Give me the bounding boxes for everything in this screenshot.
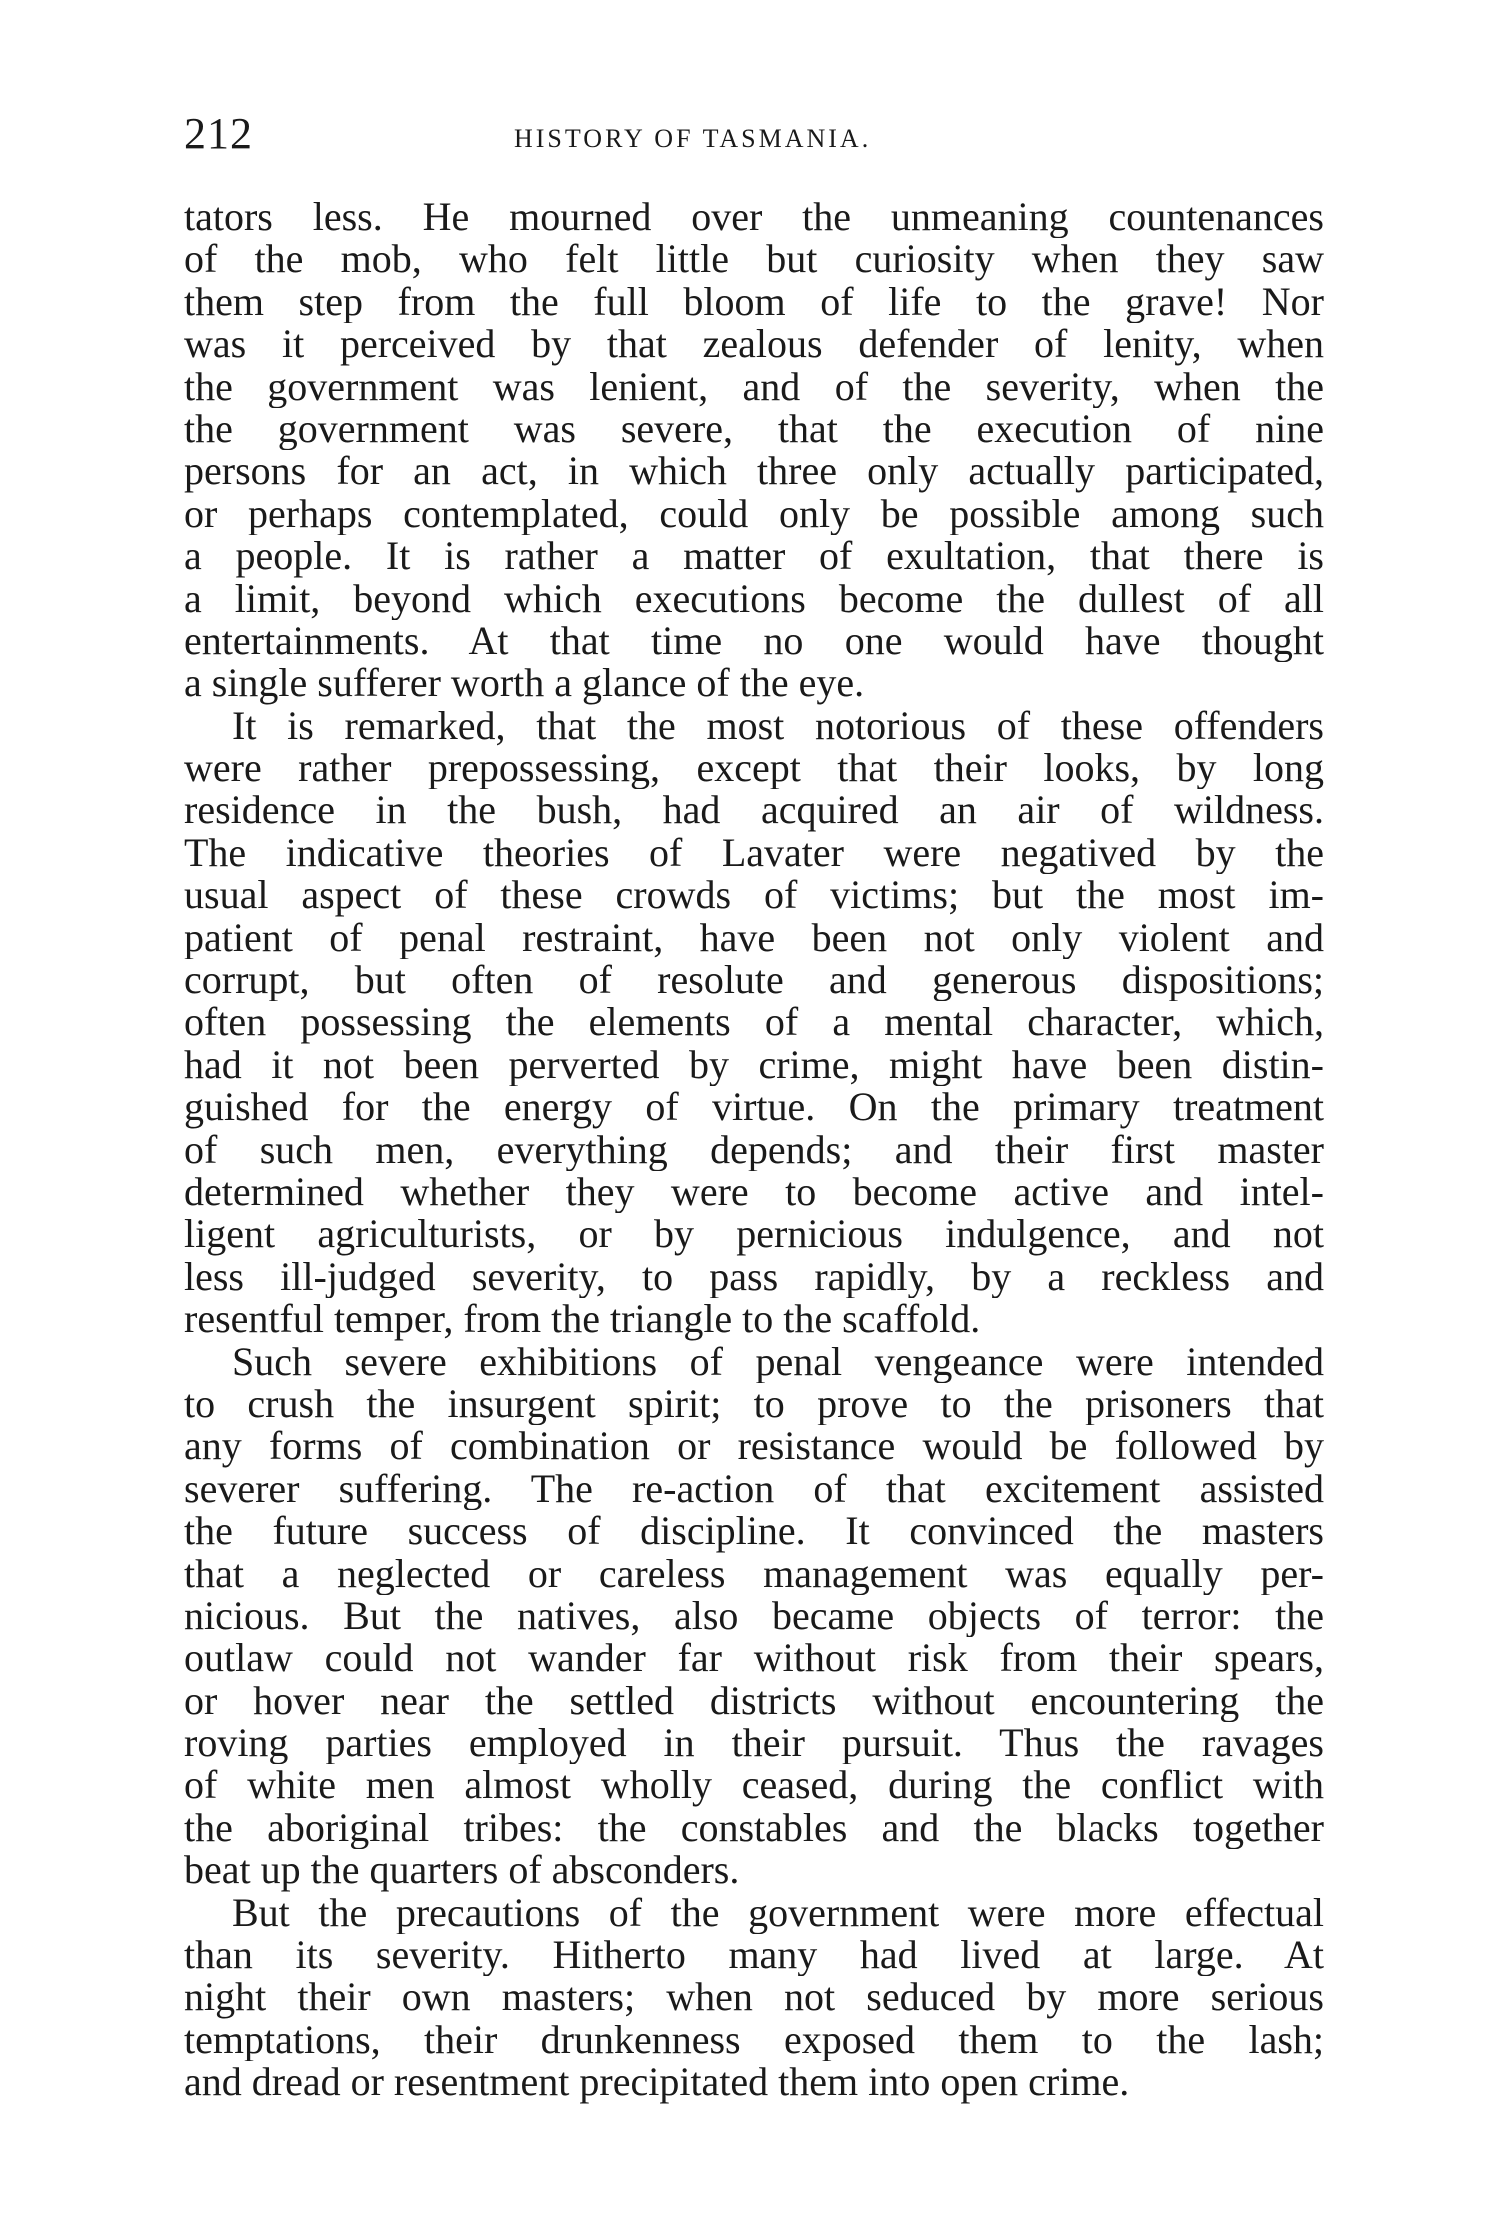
- text-line: patient of penal restraint, have been not only violent and: [184, 916, 1324, 960]
- text-line: and dread or resentment precipitated them into open crime.: [184, 2061, 1130, 2104]
- text-line: any forms of combination or resistance would be followed by: [184, 1425, 1324, 1468]
- text-line: corrupt, but often of resolute and generous dispositions;: [184, 959, 1324, 1002]
- text-line: than its severity. Hitherto many had lived at large. At: [184, 1934, 1324, 1977]
- text-line: outlaw could not wander far without risk from their spears,: [184, 1637, 1324, 1680]
- text-line: that a neglected or careless management was equally per-: [184, 1552, 1324, 1595]
- running-title: HISTORY OF TASMANIA.: [514, 124, 872, 153]
- text-line: severer suffering. The re-action of that excitement assisted: [184, 1467, 1324, 1511]
- paragraph: [184, 196, 1324, 705]
- text-line: But the precautions of the government were more effectual: [232, 1891, 1324, 1935]
- running-head: [184, 108, 1324, 168]
- text-line: nicious. But the natives, also became objects of terror: the: [184, 1594, 1324, 1638]
- text-line: persons for an act, in which three only actually participated,: [184, 450, 1324, 493]
- paragraph: [184, 705, 1324, 1341]
- text-line: the government was lenient, and of the severity, when the: [184, 365, 1324, 408]
- text-line: the aboriginal tribes: the constables and the blacks together: [184, 1806, 1324, 1850]
- paragraph: [184, 1341, 1324, 1892]
- text-line: of the mob, who felt little but curiosity when they saw: [184, 238, 1324, 281]
- text-line: was it perceived by that zealous defender of lenity, when: [184, 323, 1324, 366]
- paragraph: [184, 1892, 1324, 2104]
- text-line: It is remarked, that the most notorious of these offenders: [232, 704, 1324, 748]
- text-line: the government was severe, that the execution of nine: [184, 407, 1324, 451]
- text-line: were rather prepossessing, except that their looks, by long: [184, 747, 1324, 790]
- text-line: guished for the energy of virtue. On the primary treatment: [184, 1086, 1324, 1129]
- text-line: had it not been perverted by crime, might have been distin-: [184, 1043, 1324, 1087]
- page-number: 212: [184, 109, 253, 158]
- body-text: [184, 196, 1324, 2104]
- text-line: them step from the full bloom of life to the grave! Nor: [184, 280, 1324, 324]
- text-line: determined whether they were to become active and intel-: [184, 1170, 1324, 1214]
- text-line: night their own masters; when not seduced by more serious: [184, 1976, 1324, 2019]
- text-line: The indicative theories of Lavater were negatived by the: [184, 831, 1324, 875]
- text-line: tators less. He mourned over the unmeaning countenances: [184, 196, 1324, 239]
- text-line: a limit, beyond which executions become the dullest of all: [184, 577, 1324, 620]
- text-line: of white men almost wholly ceased, during the conflict with: [184, 1764, 1324, 1807]
- text-line: residence in the bush, had acquired an air of wildness.: [184, 789, 1324, 832]
- text-line: entertainments. At that time no one would have thought: [184, 619, 1324, 663]
- text-line: often possessing the elements of a mental character, which,: [184, 1001, 1324, 1044]
- text-line: less ill-judged severity, to pass rapidly, by a reckless and: [184, 1255, 1324, 1299]
- text-line: roving parties employed in their pursuit. Thus the ravages: [184, 1722, 1324, 1765]
- text-line: the future success of discipline. It convinced the masters: [184, 1510, 1324, 1553]
- text-line: temptations, their drunkenness exposed them to the lash;: [184, 2018, 1324, 2062]
- text-line: Such severe exhibitions of penal vengeance were intended: [232, 1340, 1324, 1383]
- text-line: ligent agriculturists, or by pernicious indulgence, and not: [184, 1213, 1324, 1256]
- text-line: or hover near the settled districts without encountering the: [184, 1679, 1324, 1723]
- text-line: to crush the insurgent spirit; to prove to the prisoners that: [184, 1382, 1324, 1426]
- text-line: a single sufferer worth a glance of the eye.: [184, 662, 865, 705]
- text-line: a people. It is rather a matter of exultation, that there is: [184, 535, 1324, 578]
- text-line: beat up the quarters of absconders.: [184, 1849, 740, 1892]
- text-line: resentful temper, from the triangle to the scaffold.: [184, 1298, 981, 1341]
- text-line: of such men, everything depends; and their first master: [184, 1128, 1324, 1171]
- text-line: usual aspect of these crowds of victims; but the most im-: [184, 874, 1324, 917]
- text-line: or perhaps contemplated, could only be possible among such: [184, 492, 1324, 536]
